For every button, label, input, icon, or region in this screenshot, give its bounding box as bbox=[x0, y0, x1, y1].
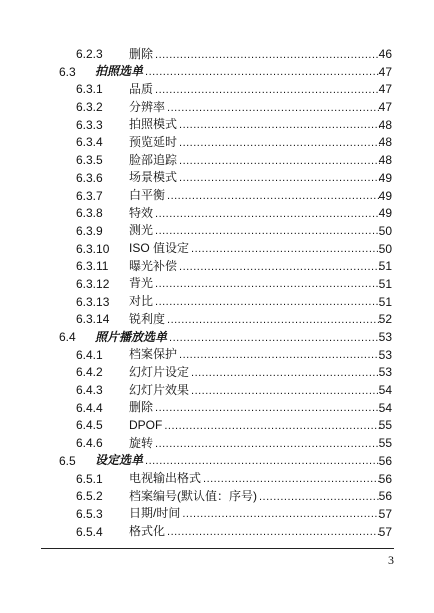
toc-entry-title: 旋转 bbox=[129, 435, 154, 450]
toc-entry-page: 47 bbox=[378, 100, 392, 115]
page-number: 3 bbox=[388, 553, 394, 567]
toc-entry-number: 6.4.4 bbox=[76, 400, 103, 415]
toc-section-entry bbox=[0, 329, 434, 347]
toc-section-entry bbox=[0, 453, 434, 471]
dot-leader bbox=[191, 241, 380, 259]
toc-entry-title: 拍照模式 bbox=[129, 117, 178, 132]
toc-entry-page: 51 bbox=[378, 294, 392, 309]
toc-subsection-entry bbox=[0, 81, 434, 99]
toc-subsection-entry bbox=[0, 46, 434, 64]
toc-subsection-entry bbox=[0, 152, 434, 170]
dot-leader bbox=[179, 259, 380, 277]
toc-entry-text bbox=[129, 99, 382, 118]
toc-entry-page: 54 bbox=[378, 400, 392, 415]
dot-leader bbox=[169, 330, 380, 348]
toc-subsection-entry bbox=[0, 488, 434, 506]
toc-entry-number: 6.3.5 bbox=[76, 153, 103, 168]
toc-entry-title: 品质 bbox=[129, 81, 154, 96]
toc-entry-number: 6.3.2 bbox=[76, 100, 103, 115]
toc-subsection-entry bbox=[0, 99, 434, 117]
toc-subsection-entry bbox=[0, 241, 434, 259]
toc-entry-title: 档案编号(默认值：序号) bbox=[129, 488, 257, 503]
toc-entry-text bbox=[129, 187, 382, 206]
dot-leader bbox=[155, 47, 380, 65]
toc-subsection-entry bbox=[0, 294, 434, 312]
toc-entry-page: 53 bbox=[378, 365, 392, 380]
toc-entry-title: DPOF bbox=[129, 417, 163, 432]
toc-entry-title: 电视输出格式 bbox=[129, 471, 202, 485]
toc-entry-text bbox=[129, 134, 382, 153]
toc-entry-text bbox=[129, 523, 382, 542]
dot-leader bbox=[179, 347, 380, 365]
dot-leader bbox=[191, 383, 380, 401]
toc-entry-number: 6.4.5 bbox=[76, 418, 103, 433]
toc-subsection-entry bbox=[0, 117, 434, 135]
toc-entry-title: 拍照选单 bbox=[95, 64, 144, 79]
dot-leader bbox=[164, 418, 380, 436]
toc-entry-text bbox=[129, 205, 382, 224]
toc-subsection-entry bbox=[0, 382, 434, 400]
toc-entry-page: 57 bbox=[378, 506, 392, 521]
dot-leader bbox=[167, 100, 380, 118]
toc-section-entry bbox=[0, 64, 434, 82]
toc-subsection-entry bbox=[0, 188, 434, 206]
toc-entry-number: 6.3.1 bbox=[76, 82, 103, 97]
toc-entry-text bbox=[129, 46, 382, 65]
toc-subsection-entry bbox=[0, 524, 434, 542]
toc-entry-number: 6.3.13 bbox=[76, 294, 110, 309]
toc-entry-text bbox=[129, 258, 382, 277]
dot-leader bbox=[203, 471, 380, 489]
toc-entry-text bbox=[129, 152, 382, 171]
toc-entry-page: 57 bbox=[378, 524, 392, 539]
toc-entry-page: 53 bbox=[378, 330, 392, 344]
dot-leader bbox=[167, 188, 380, 206]
toc-entry-number: 6.5.2 bbox=[76, 489, 103, 504]
toc-entry-page: 49 bbox=[378, 170, 392, 185]
toc-entry-title: 幻灯片效果 bbox=[129, 382, 190, 397]
toc-entry-text bbox=[129, 275, 382, 294]
toc-entry-number: 6.3.14 bbox=[76, 312, 110, 327]
toc-entry-number: 6.3.6 bbox=[76, 170, 103, 185]
toc-entry-title: 锐利度 bbox=[129, 311, 166, 326]
toc-entry-text bbox=[129, 488, 382, 507]
dot-leader bbox=[145, 64, 380, 82]
toc-entry-title: 照片播放选单 bbox=[95, 329, 168, 344]
toc-entry-number: 6.4.6 bbox=[76, 436, 103, 451]
dot-leader bbox=[155, 436, 380, 454]
toc-entry-text bbox=[129, 116, 382, 135]
toc-entry-number: 6.3 bbox=[59, 64, 76, 79]
toc-entry-page: 50 bbox=[378, 241, 392, 256]
toc-entry-page: 56 bbox=[378, 471, 392, 486]
toc-subsection-entry bbox=[0, 471, 434, 489]
toc-entry-title: 删除 bbox=[129, 400, 154, 415]
toc-entry-title: 场景模式 bbox=[129, 170, 178, 185]
dot-leader bbox=[182, 506, 380, 524]
toc-entry-number: 6.3.12 bbox=[76, 276, 110, 291]
toc-entry-text bbox=[129, 240, 382, 259]
toc-entry-text bbox=[129, 293, 382, 312]
dot-leader bbox=[167, 312, 380, 330]
toc-entry-page: 51 bbox=[378, 276, 392, 291]
toc-entry-title: 日期/时间 bbox=[129, 506, 181, 521]
toc-entry-page: 49 bbox=[378, 206, 392, 221]
toc-subsection-entry bbox=[0, 170, 434, 188]
toc-subsection-entry bbox=[0, 364, 434, 382]
toc-entry-number: 6.4 bbox=[59, 330, 76, 344]
dot-leader bbox=[179, 135, 380, 153]
toc-entry-text bbox=[129, 364, 382, 383]
toc-entry-title: 档案保护 bbox=[129, 347, 178, 362]
toc-entry-page: 47 bbox=[378, 64, 392, 79]
toc-entry-page: 47 bbox=[378, 82, 392, 97]
toc-entry-number: 6.2.3 bbox=[76, 47, 103, 61]
toc-subsection-entry bbox=[0, 347, 434, 365]
toc-entry-title: 删除 bbox=[129, 46, 154, 61]
toc-entry-text bbox=[129, 417, 382, 436]
toc-entry-number: 6.5.3 bbox=[76, 506, 103, 521]
dot-leader bbox=[155, 223, 380, 241]
dot-leader bbox=[179, 170, 380, 188]
toc-entry-title: 曝光补偿 bbox=[129, 258, 178, 273]
toc-entry-text bbox=[129, 169, 382, 188]
toc-entry-number: 6.3.3 bbox=[76, 117, 103, 132]
toc-entry-title: 测光 bbox=[129, 223, 154, 238]
dot-leader bbox=[167, 524, 380, 542]
toc-entry-text bbox=[129, 346, 382, 365]
toc-entry-number: 6.3.11 bbox=[76, 259, 109, 274]
toc-entry-page: 50 bbox=[378, 223, 392, 238]
toc-entry-number: 6.3.10 bbox=[76, 241, 110, 256]
toc-entry-page: 55 bbox=[378, 436, 392, 451]
toc-entry-number: 6.4.2 bbox=[76, 365, 103, 380]
toc-entry-title: 预览延时 bbox=[129, 134, 178, 149]
dot-leader bbox=[155, 294, 380, 312]
toc-entry-text bbox=[129, 311, 382, 330]
dot-leader bbox=[145, 453, 380, 471]
toc-entry-text bbox=[129, 435, 382, 454]
toc-entry-number: 6.4.1 bbox=[76, 347, 103, 362]
toc-entry-title: 白平衡 bbox=[129, 188, 166, 202]
toc-entry-title: 格式化 bbox=[129, 524, 166, 539]
dot-leader bbox=[179, 117, 380, 135]
toc-entry-page: 48 bbox=[378, 117, 392, 132]
toc-entry-title: 特效 bbox=[129, 205, 154, 220]
toc-entry-page: 54 bbox=[378, 383, 392, 398]
toc-entry-title: 背光 bbox=[129, 276, 154, 291]
table-of-contents bbox=[0, 46, 434, 541]
toc-entry-title: 分辨率 bbox=[129, 99, 166, 114]
toc-subsection-entry bbox=[0, 223, 434, 241]
toc-entry-page: 48 bbox=[378, 153, 392, 168]
toc-entry-page: 46 bbox=[378, 47, 392, 61]
dot-leader bbox=[155, 206, 380, 224]
toc-subsection-entry bbox=[0, 435, 434, 453]
toc-entry-page: 51 bbox=[378, 259, 392, 274]
dot-leader bbox=[155, 276, 380, 294]
toc-entry-text bbox=[95, 329, 382, 348]
toc-entry-number: 6.3.9 bbox=[76, 223, 103, 238]
toc-subsection-entry bbox=[0, 258, 434, 276]
toc-entry-page: 56 bbox=[378, 489, 392, 504]
dot-leader bbox=[191, 365, 380, 383]
dot-leader bbox=[259, 489, 380, 507]
toc-subsection-entry bbox=[0, 134, 434, 152]
toc-subsection-entry bbox=[0, 205, 434, 223]
toc-entry-number: 6.3.4 bbox=[76, 135, 103, 150]
toc-entry-page: 49 bbox=[378, 188, 392, 203]
toc-subsection-entry bbox=[0, 506, 434, 524]
toc-subsection-entry bbox=[0, 417, 434, 435]
toc-subsection-entry bbox=[0, 276, 434, 294]
toc-entry-number: 6.3.8 bbox=[76, 206, 103, 221]
toc-entry-text bbox=[129, 399, 382, 418]
toc-entry-number: 6.5.4 bbox=[76, 524, 103, 539]
toc-entry-title: 对比 bbox=[129, 294, 154, 309]
toc-entry-text bbox=[129, 382, 382, 401]
toc-entry-page: 56 bbox=[378, 453, 392, 468]
toc-entry-title: 设定选单 bbox=[95, 453, 144, 468]
toc-entry-number: 6.5.1 bbox=[76, 471, 103, 486]
dot-leader bbox=[155, 400, 380, 418]
toc-entry-title: 幻灯片设定 bbox=[129, 364, 190, 379]
dot-leader bbox=[179, 153, 380, 171]
toc-entry-number: 6.4.3 bbox=[76, 383, 103, 398]
toc-subsection-entry bbox=[0, 311, 434, 329]
toc-subsection-entry bbox=[0, 400, 434, 418]
toc-entry-title: ISO 值设定 bbox=[129, 241, 190, 256]
toc-entry-text bbox=[129, 81, 382, 100]
toc-entry-text bbox=[129, 470, 382, 489]
toc-entry-number: 6.3.7 bbox=[76, 188, 103, 203]
toc-entry-text bbox=[129, 505, 382, 524]
toc-entry-page: 48 bbox=[378, 135, 392, 150]
toc-entry-text bbox=[129, 222, 382, 241]
footer-rule bbox=[41, 548, 394, 549]
toc-entry-page: 55 bbox=[378, 418, 392, 433]
toc-entry-text bbox=[95, 63, 382, 82]
toc-entry-number: 6.5 bbox=[59, 453, 76, 468]
toc-entry-page: 53 bbox=[378, 347, 392, 362]
toc-entry-page: 52 bbox=[378, 312, 392, 327]
dot-leader bbox=[155, 82, 380, 100]
toc-entry-text bbox=[95, 452, 382, 471]
toc-entry-title: 脸部追踪 bbox=[129, 152, 178, 167]
